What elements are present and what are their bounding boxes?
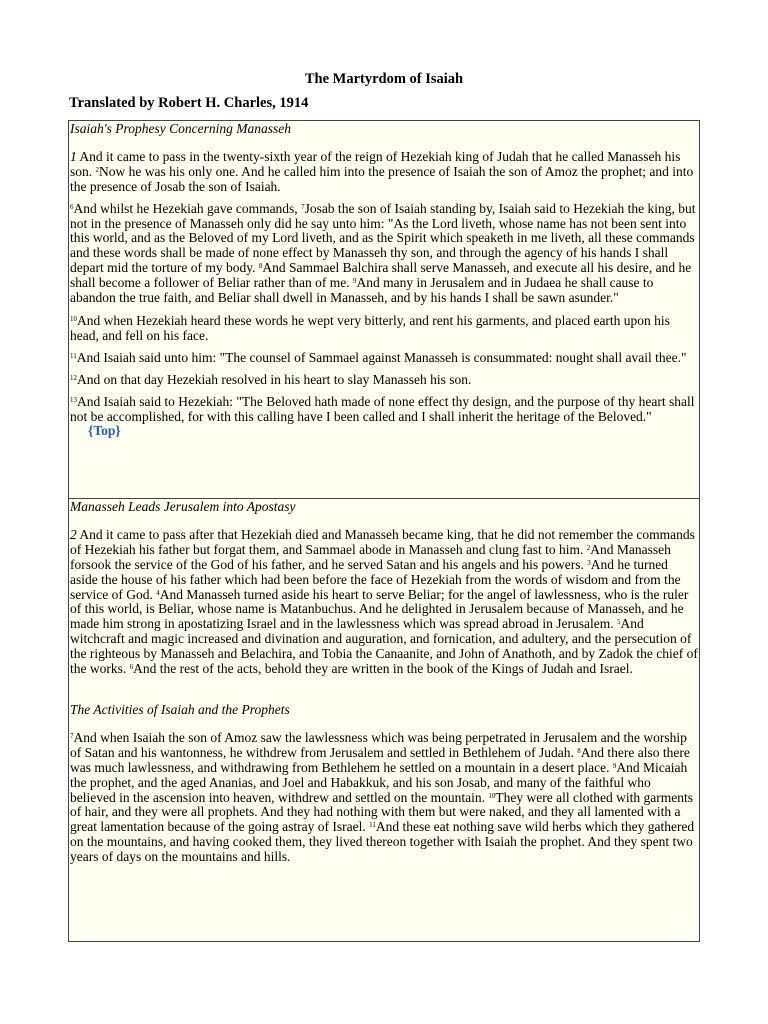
back-to-top-link[interactable]: {Top} bbox=[88, 423, 121, 439]
verse-text: And Isaiah said to Hezekiah: "The Beloved hath made of none effect thy design, and the purpose of thy heart shall not be accomplished, for with this calling have I been called and I shall inherit the heritage of the Beloved." bbox=[70, 393, 695, 424]
verse-number: 5 bbox=[616, 618, 621, 627]
verse-number: 10 bbox=[70, 314, 77, 323]
section-heading: Manasseh Leads Jerusalem into Apostasy bbox=[70, 499, 296, 514]
verse-text: And it came to pass after that Hezekiah died and Manasseh became king, that he did not remember the commands of Hezekiah his father but forgat them, and Sammael abode in Manasseh and clung fast to him. bbox=[70, 526, 695, 557]
verse-text: And Isaiah said unto him: "The counsel of Sammael against Manasseh is consummated: nought shall avail thee." bbox=[76, 349, 687, 365]
verse-paragraph bbox=[70, 351, 698, 366]
verse-number: 9 bbox=[353, 277, 357, 286]
section-box-1 bbox=[68, 120, 700, 499]
translator-line: Translated by Robert H. Charles, 1914 bbox=[69, 95, 309, 111]
verse-paragraph bbox=[70, 395, 698, 440]
chapter-number: 1 bbox=[70, 148, 77, 164]
verse-number: 12 bbox=[70, 373, 77, 382]
verse-text: And Manasseh turned aside his heart to serve Beliar; for the angel of lawlessness, who is the ruler of this world, is Beliar, whose name is Matanbuchus. And he delighted in Jerusalem because of Manasseh, and he made him strong in apostatizing Israel and in the lawlessness which was spread abroad in Jerusalem. bbox=[70, 586, 689, 632]
subsection-heading: The Activities of Isaiah and the Prophets bbox=[70, 701, 290, 717]
verse-text: And it came to pass in the twenty-sixth year of the reign of Hezekiah king of Judah that he called Manasseh his son. bbox=[70, 148, 681, 179]
verse-number: 3 bbox=[587, 558, 591, 567]
verse-text: And Sammael Balchira shall serve Manasseh, and execute all his desire, and he shall become a follower of Beliar rather than of me. bbox=[70, 260, 692, 291]
verse-paragraph bbox=[70, 202, 698, 306]
verse-text: And Micaiah the prophet, and the aged Ananias, and Joel and Habakkuk, and his son Josab, and many of the faithful who believed in the ascension into heaven, withdrew and settled on the mountain. bbox=[70, 759, 688, 805]
verse-text: Now he was his only one. And he called him into the presence of Isaiah the son of Amoz the prophet; and into the presence of Josab the son of Isaiah. bbox=[70, 163, 694, 194]
verse-number: 10 bbox=[488, 791, 496, 800]
verse-text: And these eat nothing save wild herbs which they gathered on the mountains, and having cooked them, they lived thereon together with Isaiah the prophet. And they spent two years of days on the mountains and hills. bbox=[70, 819, 695, 865]
verse-paragraph bbox=[70, 373, 698, 388]
verse-number: 8 bbox=[258, 262, 263, 271]
verse-paragraph bbox=[70, 731, 698, 865]
section-body bbox=[70, 731, 698, 865]
verse-number: 7 bbox=[301, 202, 305, 211]
verse-number: 8 bbox=[577, 746, 581, 755]
verse-number: 6 bbox=[70, 202, 74, 211]
verse-number: 11 bbox=[369, 821, 376, 830]
section-box-2 bbox=[68, 498, 700, 942]
section-body bbox=[70, 528, 698, 677]
verse-paragraph bbox=[70, 528, 698, 677]
verse-text: And when Isaiah the son of Amoz saw the lawlessness which was being perpetrated in Jerusalem and the worship of Satan and his wantonness, he withdrew from Jerusalem and settled in Bethlehem of Judah. bbox=[70, 729, 687, 760]
verse-text: And he turned aside the house of his father which had been before the face of Hezekiah from the words of wisdom and from the service of God. bbox=[70, 556, 681, 602]
verse-number: 9 bbox=[612, 761, 617, 770]
verse-number: 11 bbox=[70, 351, 77, 360]
verse-paragraph bbox=[70, 314, 698, 344]
verse-number: 2 bbox=[95, 165, 100, 174]
section-body bbox=[70, 150, 698, 439]
verse-number: 2 bbox=[586, 543, 591, 552]
verse-number: 13 bbox=[70, 395, 77, 404]
verse-text: And on that day Hezekiah resolved in his heart to slay Manasseh his son. bbox=[77, 371, 472, 387]
verse-text: They were all clothed with garments of hair, and they were all prophets. And they had nothing with them but were naked, and they all lamented with a great lamentation because of the going astray of Israel. bbox=[70, 789, 693, 835]
verse-number: 6 bbox=[129, 663, 134, 672]
verse-text: And whilst he Hezekiah gave commands, bbox=[73, 200, 302, 216]
verse-text: And the rest of the acts, behold they are written in the book of the Kings of Judah and Israel. bbox=[133, 661, 633, 677]
verse-text: And Manasseh forsook the service of the God of his father, and he served Satan and his angels and his powers. bbox=[70, 541, 671, 572]
verse-text: And many in Jerusalem and in Judaea he shall cause to abandon the true faith, and Beliar shall dwell in Manasseh, and by his hands I shall be sawn asunder." bbox=[70, 275, 654, 306]
chapter-number: 2 bbox=[70, 526, 77, 542]
verse-text: And there also there was much lawlessness, and withdrawing from Bethlehem he settled on a mountain in a desert place. bbox=[70, 744, 690, 775]
page-title: The Martyrdom of Isaiah bbox=[304, 71, 464, 87]
verse-text: Josab the son of Isaiah standing by, Isaiah said to Hezekiah the king, but not in the presence of Manasseh only did he say unto him: "As the Lord liveth, whose name has not been sent into this world, and as the Beloved of my Lord liveth, and as the Spirit which speaketh in me liveth, all these commands and these words shall be made of none effect by Manasseh thy son, and through the agency of his hands I shall depart mid the torture of my body. bbox=[70, 200, 696, 276]
verse-text: And when Hezekiah heard these words he wept very bitterly, and rent his garments, and placed earth upon his head, and fell on his face. bbox=[70, 312, 670, 343]
verse-text: And witchcraft and magic increased and divination and auguration, and fornication, and adultery, and the persecution of the righteous by Manasseh and Belachira, and Tobia the Canaanite, and John of Anathoth, and by Zadok the chief of the works. bbox=[70, 616, 698, 677]
section-heading: Isaiah's Prophesy Concerning Manasseh bbox=[70, 121, 291, 136]
verse-number: 7 bbox=[70, 731, 74, 740]
verse-number: 4 bbox=[156, 588, 160, 597]
verse-paragraph bbox=[70, 150, 698, 195]
